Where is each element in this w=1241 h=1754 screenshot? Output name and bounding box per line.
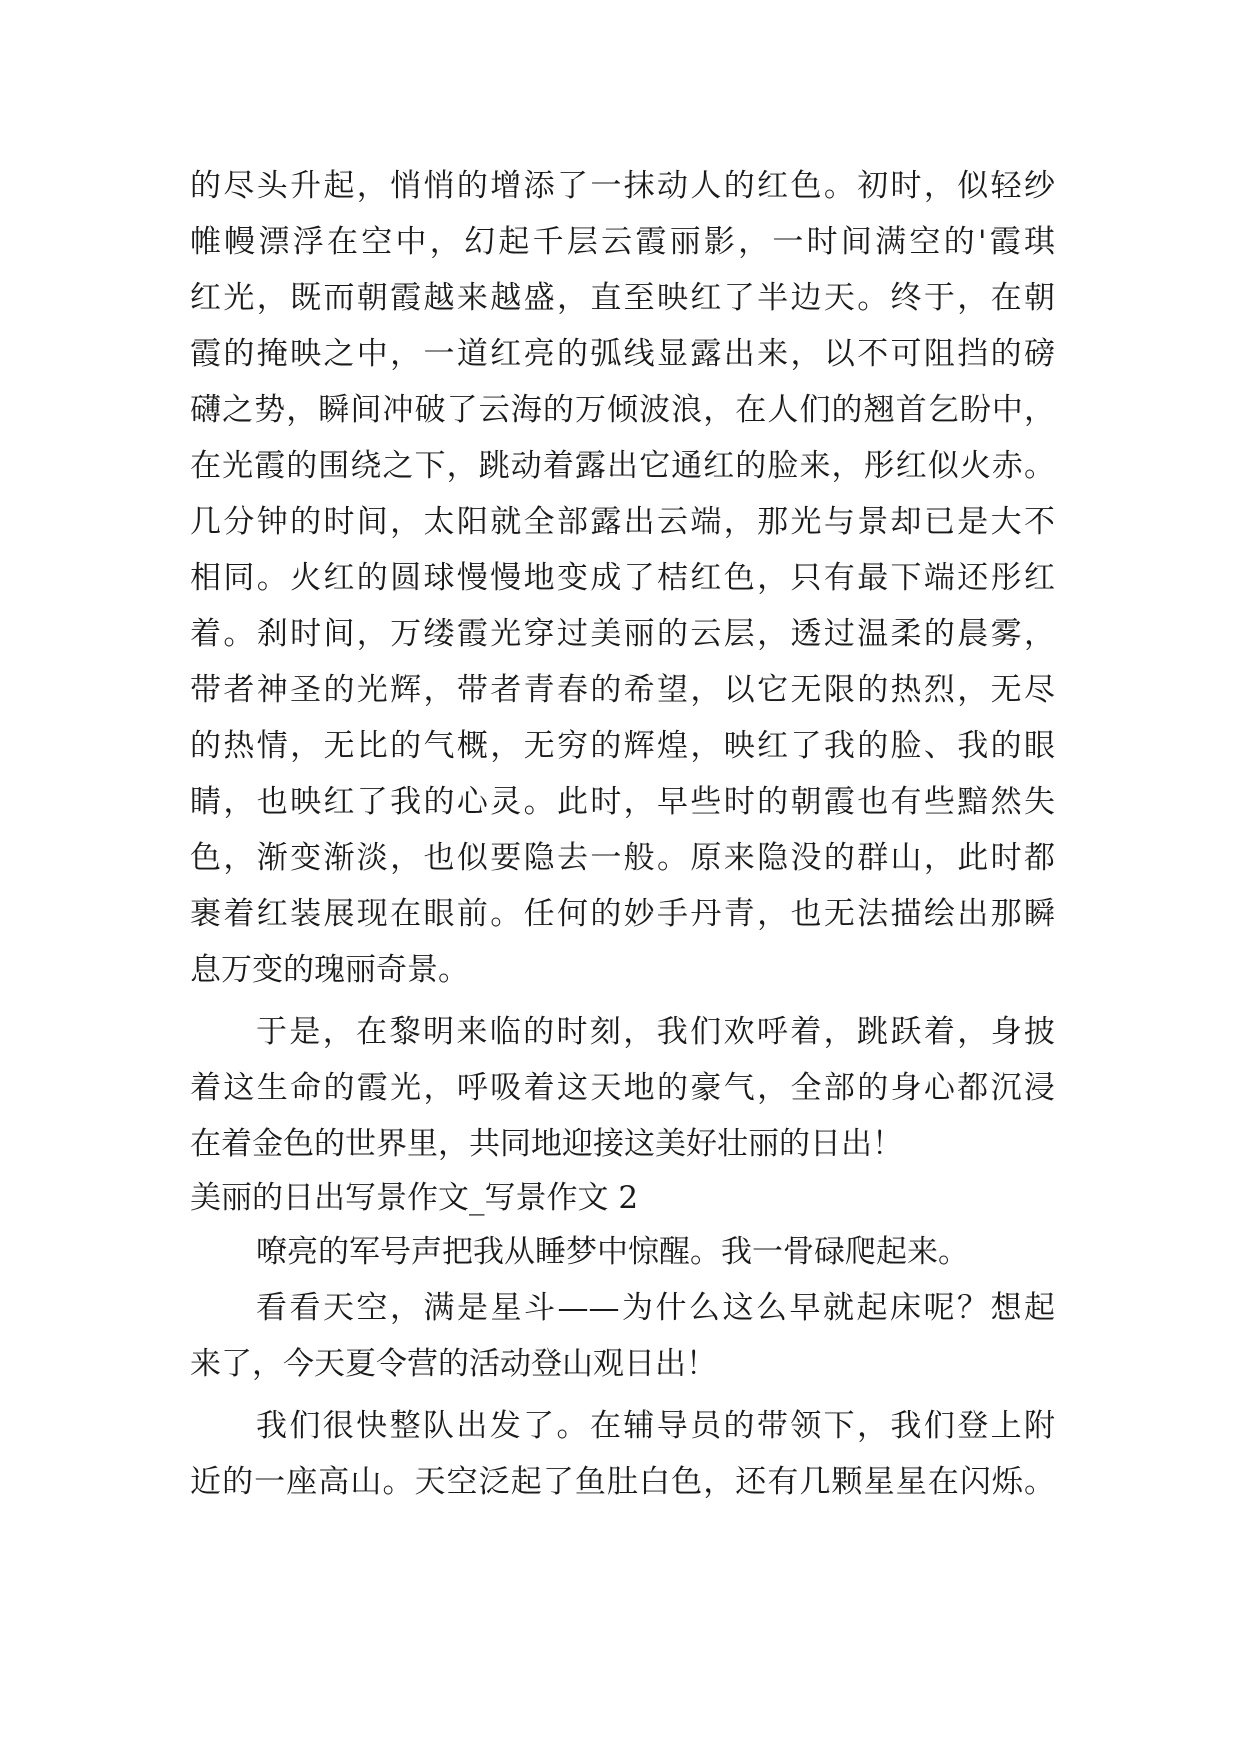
text-line: 着。刹时间，万缕霞光穿过美丽的云层，透过温柔的晨雾， — [190, 616, 1055, 652]
text-line: 近的一座高山。天空泛起了鱼肚白色，还有几颗星星在闪烁。 — [190, 1464, 1055, 1500]
text-line: 息万变的瑰丽奇景。 — [190, 952, 469, 988]
text-line: 睛，也映红了我的心灵。此时，早些时的朝霞也有些黯然失 — [190, 784, 1055, 820]
text-line: 帷幔漂浮在空中，幻起千层云霞丽影，一时间满空的'霞琪 — [190, 224, 1055, 260]
essay-heading: 美丽的日出写景作文_写景作文 2 — [190, 1180, 639, 1216]
text-line: 带者神圣的光辉，带者青春的希望，以它无限的热烈，无尽 — [190, 672, 1055, 708]
paragraph-sunrise-description — [190, 158, 1055, 998]
text-line: 霞的掩映之中，一道红亮的弧线显露出来，以不可阻挡的磅 — [190, 336, 1055, 372]
text-line: 在着金色的世界里，共同地迎接这美好壮丽的日出！ — [190, 1126, 903, 1162]
text-line: 看看天空，满是星斗——为什么这么早就起床呢？想起 — [256, 1290, 1055, 1326]
document-page — [190, 158, 1055, 1510]
text-line: 红光，既而朝霞越来越盛，直至映红了半边天。终于，在朝 — [190, 280, 1055, 316]
paragraph-dawn-celebration — [190, 1004, 1055, 1172]
text-line: 着这生命的霞光，呼吸着这天地的豪气，全部的身心都沉浸 — [190, 1070, 1055, 1106]
text-line: 色，渐变渐淡，也似要隐去一般。原来隐没的群山，此时都 — [190, 840, 1055, 876]
text-line: 来了，今天夏令营的活动登山观日出！ — [190, 1346, 717, 1382]
text-line: 于是，在黎明来临的时刻，我们欢呼着，跳跃着，身披 — [256, 1014, 1055, 1050]
text-line: 的尽头升起，悄悄的增添了一抹动人的红色。初时，似轻纱 — [190, 168, 1055, 204]
text-line: 在光霞的围绕之下，跳动着露出它通红的脸来，彤红似火赤。 — [190, 448, 1055, 484]
paragraph-starry-sky — [190, 1280, 1055, 1392]
text-line: 的热情，无比的气概，无穷的辉煌，映红了我的脸、我的眼 — [190, 728, 1055, 764]
text-line: 裹着红装展现在眼前。任何的妙手丹青，也无法描绘出那瞬 — [190, 896, 1055, 932]
text-line: 相同。火红的圆球慢慢地变成了桔红色，只有最下端还彤红 — [190, 560, 1055, 596]
paragraph-bugle-call — [190, 1224, 1055, 1280]
paragraph-mountain-climb — [190, 1398, 1055, 1510]
text-line: 我们很快整队出发了。在辅导员的带领下，我们登上附 — [256, 1408, 1055, 1444]
text-line: 几分钟的时间，太阳就全部露出云端，那光与景却已是大不 — [190, 504, 1055, 540]
text-line: 嘹亮的军号声把我从睡梦中惊醒。我一骨碌爬起来。 — [256, 1234, 969, 1270]
text-line: 礴之势，瞬间冲破了云海的万倾波浪，在人们的翘首乞盼中， — [190, 392, 1055, 428]
